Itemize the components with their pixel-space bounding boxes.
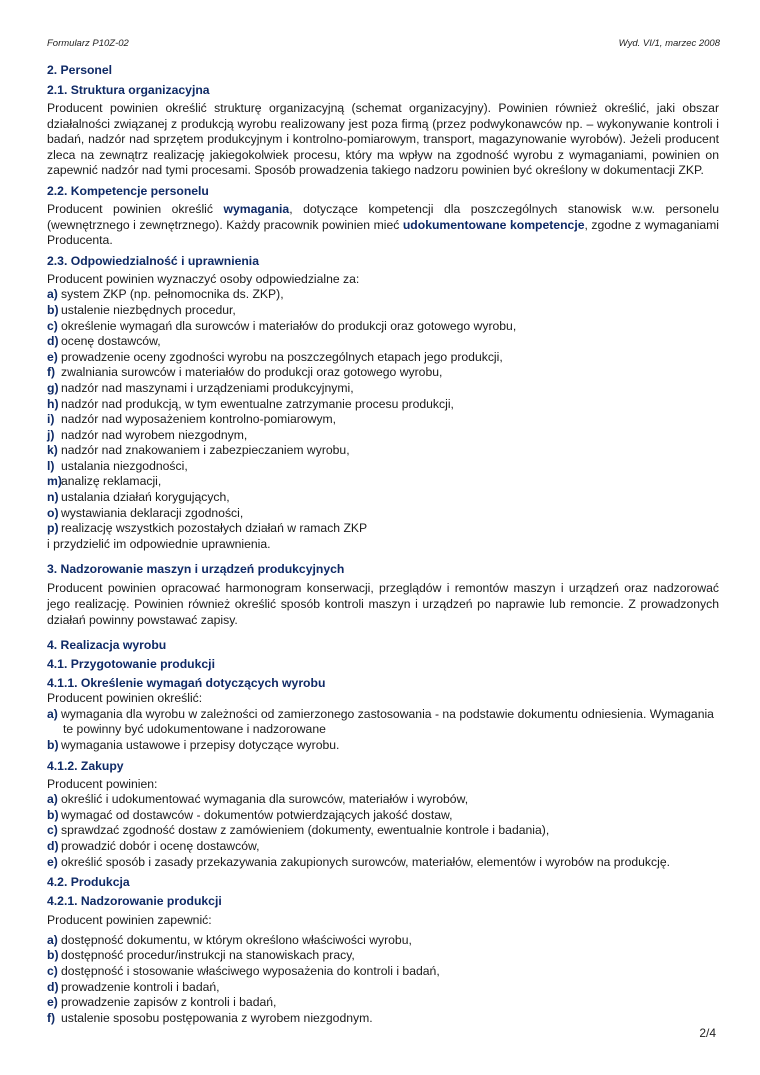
heading-kompetencje: 2.2. Kompetencje personelu — [47, 183, 209, 198]
list-item — [47, 738, 719, 754]
list-item-text: system ZKP (np. pełnomocnika ds. ZKP), — [61, 287, 284, 302]
intro-zakupy: Producent powinien: — [47, 776, 158, 791]
text-run: , zgodne z wymaganiami Producenta. — [47, 217, 719, 248]
list-item-letter: c) — [47, 823, 58, 838]
list-item-letter: m) — [47, 474, 62, 489]
list-item-text: nadzór nad wyposażeniem kontrolno-pomiarowym, — [61, 412, 337, 427]
list-item-letter: f) — [47, 365, 56, 380]
list-item — [47, 808, 719, 824]
list-item-letter: e) — [47, 349, 58, 364]
intro-wymagania-wyrobu: Producent powinien określić: — [47, 691, 203, 706]
list-item — [47, 474, 719, 490]
list-item-text: wymagania ustawowe i przepisy dotyczące wyrobu. — [61, 738, 340, 752]
heading-struktura: 2.1. Struktura organizacyjna — [47, 83, 210, 97]
list-item — [47, 412, 719, 428]
list-item-letter: k) — [47, 443, 58, 458]
list-item — [47, 350, 719, 366]
list-item-letter: a) — [47, 792, 58, 807]
list-zakupy — [47, 792, 719, 870]
list-item — [47, 443, 719, 459]
text-run: Producent powinien określić — [47, 201, 224, 216]
list-item-text: prowadzić dobór i ocenę dostawców, — [61, 838, 260, 853]
paragraph-kompetencje — [47, 202, 719, 249]
list-item — [47, 980, 719, 996]
form-code: Formularz P10Z-02 — [47, 38, 129, 49]
list-item-text: ustalania niezgodności, — [61, 458, 188, 473]
list-item — [47, 397, 719, 413]
heading-personel: 2. Personel — [47, 63, 113, 77]
list-item-letter: e) — [47, 995, 58, 1010]
list-item-letter: f) — [47, 1010, 56, 1025]
list-item-text: sprawdzać zgodność dostaw z zamówieniem (dokumenty, ewentualnie kontrole i badania), — [61, 823, 550, 838]
list-item-letter: c) — [47, 318, 58, 333]
list-item-text: dostępność i stosowanie właściwego wyposażenia do kontroli i badań, — [61, 963, 440, 978]
heading-przygotowanie: 4.1. Przygotowanie produkcji — [47, 657, 215, 672]
list-item — [47, 823, 719, 839]
list-item — [47, 490, 719, 506]
list-item-text: nadzór nad produkcją, w tym ewentualne zatrzymanie procesu produkcji, — [61, 396, 454, 411]
list-item-text: ustalenie niezbędnych procedur, — [61, 302, 236, 317]
list-wymagania-wyrobu — [47, 707, 719, 754]
list-odpowiedzialnosc — [47, 287, 719, 537]
list-item-text: nadzór nad wyrobem niezgodnym, — [61, 427, 248, 442]
list-item-letter: e) — [47, 854, 58, 869]
heading-nadzorowanie-produkcji: 4.2.1. Nadzorowanie produkcji — [47, 894, 222, 909]
text-run: , dotyczące kompetencji dla poszczególnych stanowisk w.w. personelu (wewnętrznego i zewnętrznego). Każdy pracownik powinien mieć — [47, 201, 719, 232]
list-item — [47, 459, 719, 475]
keyword-kompetencje: udokumentowane kompetencje — [402, 217, 585, 232]
list-item-letter: d) — [47, 979, 59, 994]
list-item-text: wymagać od dostawców - dokumentów potwierdzających jakość dostaw, — [61, 807, 453, 822]
list-item-letter: d) — [47, 334, 59, 349]
list-item-text: realizację wszystkich pozostałych działań w ramach ZKP — [61, 521, 368, 536]
list-item-text: wystawiania deklaracji zgodności, — [61, 505, 244, 520]
list-nadzorowanie-produkcji — [47, 933, 719, 1027]
list-item-letter: g) — [47, 380, 59, 395]
outro-odpowiedzialnosc: i przydzielić im odpowiednie uprawnienia. — [47, 536, 271, 551]
heading-realizacja: 4. Realizacja wyrobu — [47, 638, 167, 653]
list-item-text: określić sposób i zasady przekazywania zakupionych surowców, materiałów, elementów i wyrobów na produkcję. — [61, 854, 670, 869]
list-item-text: analizę reklamacji, — [61, 474, 162, 489]
list-item-letter: i) — [47, 412, 55, 427]
list-item-letter: j) — [47, 427, 55, 442]
list-item-text: nadzór nad maszynami i urządzeniami produkcyjnymi, — [61, 380, 354, 395]
list-item-text: dostępność dokumentu, w którym określono właściwości wyrobu, — [61, 932, 412, 947]
list-item — [47, 839, 719, 855]
paragraph-struktura: Producent powinien określić strukturę organizacyjną (schemat organizacyjny). Powinien również określić, jaki obszar działalności związanej z produkcją wyrobu realizowany jest poza firmą (przez podwykonawców np. – wykonywanie kontroli i badań, nadzór nad sprzętem produkcyjnym i kontrolno-pomiarowym, transport, magazynowanie wyrobów). Jeżeli producent zleca na zewnątrz realizację jakiegokolwiek procesu, który ma wpływ na zgodność wyrobu z wymaganiami, powinien on zapewnić nadzór nad tymi procesami. Sposób prowadzenia takiego nadzoru powinien być określony w dokumentacji ZKP. — [47, 101, 719, 178]
list-item — [47, 855, 719, 871]
list-item-text: ustalenie sposobu postępowania z wyrobem niezgodnym. — [61, 1010, 373, 1025]
list-item — [47, 287, 719, 303]
list-item — [47, 948, 719, 964]
list-item-text: prowadzenie zapisów z kontroli i badań, — [61, 995, 277, 1010]
heading-odpowiedzialnosc: 2.3. Odpowiedzialność i uprawnienia — [47, 253, 259, 268]
list-item-letter: b) — [47, 302, 59, 317]
paragraph-maszyny: Producent powinien opracować harmonogram konserwacji, przeglądów i remontów maszyn i urządzeń oraz nadzorować jego realizację. Powinien również określić sposób kontroli maszyn i urządzeń po naprawie lub remoncie. Z prowadzonych działań powinny powstawać zapisy. — [47, 581, 719, 627]
list-item — [47, 792, 719, 808]
list-item — [47, 707, 719, 738]
list-item-letter: p) — [47, 521, 59, 536]
list-item-text: dostępność procedur/instrukcji na stanowiskach pracy, — [61, 948, 355, 963]
edition-info: Wyd. VI/1, marzec 2008 — [618, 38, 720, 49]
intro-odpowiedzialnosc: Producent powinien wyznaczyć osoby odpowiedzialne za: — [47, 271, 360, 286]
list-item-text: ocenę dostawców, — [61, 334, 161, 349]
list-item-letter: h) — [47, 396, 59, 411]
page-number: 2/4 — [699, 1026, 716, 1040]
heading-maszyny: 3. Nadzorowanie maszyn i urządzeń produkcyjnych — [47, 562, 345, 577]
list-item-letter: b) — [47, 948, 59, 963]
list-item-letter: d) — [47, 838, 59, 853]
list-item — [47, 506, 719, 522]
list-item — [47, 428, 719, 444]
list-item — [47, 995, 719, 1011]
list-item-letter: o) — [47, 505, 59, 520]
heading-zakupy: 4.1.2. Zakupy — [47, 758, 124, 773]
list-item — [47, 381, 719, 397]
list-item — [47, 303, 719, 319]
list-item — [47, 365, 719, 381]
list-item-letter: c) — [47, 963, 58, 978]
list-item — [47, 334, 719, 350]
list-item-letter: a) — [47, 932, 58, 947]
heading-produkcja: 4.2. Produkcja — [47, 875, 130, 890]
list-item — [47, 521, 719, 537]
list-item — [47, 964, 719, 980]
list-item-text: prowadzenie oceny zgodności wyrobu na poszczególnych etapach jego produkcji, — [61, 349, 503, 364]
list-item-letter: a) — [47, 706, 58, 721]
document-body — [47, 62, 719, 1026]
keyword-wymagania: wymagania — [223, 201, 290, 216]
intro-nadzorowanie-produkcji: Producent powinien zapewnić: — [47, 913, 212, 928]
list-item — [47, 319, 719, 335]
list-item-letter: b) — [47, 738, 59, 752]
list-item-letter: b) — [47, 807, 59, 822]
list-item-text: ustalania działań korygujących, — [61, 490, 230, 505]
list-item-text: prowadzenie kontroli i badań, — [61, 979, 220, 994]
list-item-text: określić i udokumentować wymagania dla surowców, materiałów i wyrobów, — [61, 792, 469, 807]
list-item-text: nadzór nad znakowaniem i zabezpieczaniem wyrobu, — [61, 443, 350, 458]
list-item-letter: a) — [47, 287, 58, 302]
list-item — [47, 1011, 719, 1027]
list-item-text: wymagania dla wyrobu w zależności od zamierzonego zastosowania - na podstawie dokumentu odniesienia. Wymagania te powinny być udokumentowane i nadzorowane — [61, 706, 714, 737]
list-item-letter: l) — [47, 458, 55, 473]
list-item-text: określenie wymagań dla surowców i materiałów do produkcji oraz gotowego wyrobu, — [61, 318, 517, 333]
list-item-text: zwalniania surowców i materiałów do produkcji oraz gotowego wyrobu, — [61, 365, 443, 380]
list-item — [47, 933, 719, 949]
heading-wymagania-wyrobu: 4.1.1. Określenie wymagań dotyczących wyrobu — [47, 676, 326, 691]
list-item-letter: n) — [47, 490, 59, 505]
